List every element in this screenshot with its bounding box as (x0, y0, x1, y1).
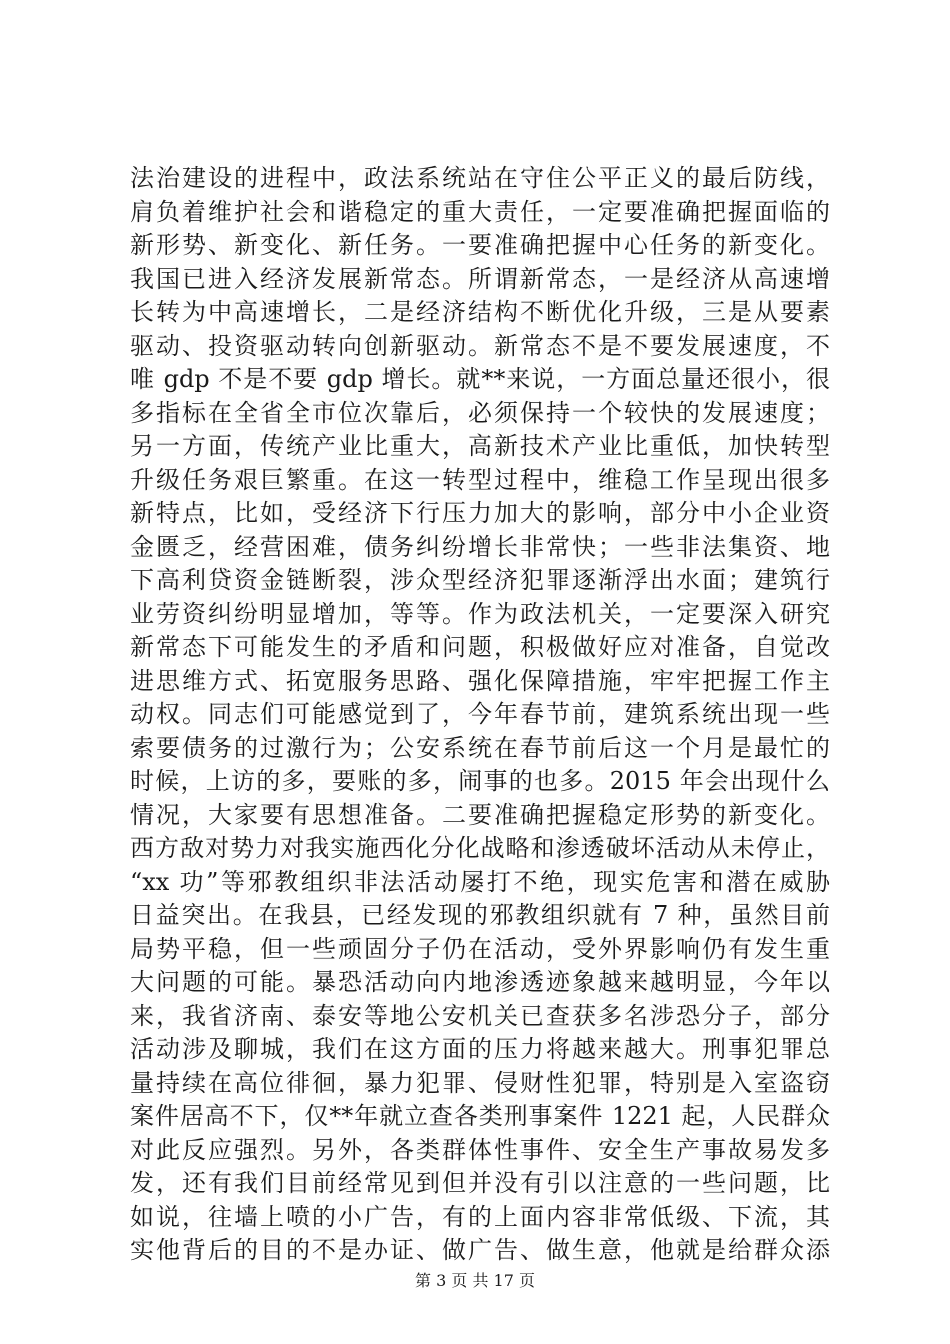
text-line: 驱动、投资驱动转向创新驱动。新常态不是不要发展速度，不 (130, 331, 830, 360)
text-line: 西方敌对势力对我实施西化分化战略和渗透破坏活动从未停止， (130, 834, 830, 862)
text-line: 多指标在全省全市位次靠后，必须保持一个较快的发展速度； (130, 398, 830, 427)
text-line: 长转为中高速增长，二是经济结构不断优化升级，三是从要素 (130, 298, 830, 326)
text-line: 另一方面，传统产业比重大，高新技术产业比重低，加快转型 (130, 432, 830, 460)
text-line: 如说，往墙上喷的小广告，有的上面内容非常低级、下流，其 (130, 1202, 830, 1231)
text-line: 肩负着维护社会和谐稳定的重大责任，一定要准确把握面临的 (130, 197, 830, 226)
text-line: 活动涉及聊城，我们在这方面的压力将越来越大。刑事犯罪总 (130, 1035, 830, 1063)
text-line: 对此反应强烈。另外，各类群体性事件、安全生产事故易发多 (130, 1135, 830, 1164)
body-paragraph (130, 162, 830, 1268)
text-line: 来，我省济南、泰安等地公安机关已查获多名涉恐分子，部分 (130, 1001, 830, 1030)
text-line: 发，还有我们目前经常见到但并没有引以注意的一些问题，比 (130, 1169, 830, 1197)
text-line: 新常态下可能发生的矛盾和问题，积极做好应对准备，自觉改 (130, 633, 830, 661)
text-line: 法治建设的进程中，政法系统站在守住公平正义的最后防线， (130, 164, 830, 192)
text-line: 量持续在高位徘徊，暴力犯罪、侵财性犯罪，特别是入室盗窃 (130, 1068, 830, 1097)
text-line: 索要债务的过激行为；公安系统在春节前后这一个月是最忙的 (130, 733, 830, 762)
text-line: 局势平稳，但一些顽固分子仍在活动，受外界影响仍有发生重 (130, 934, 830, 963)
text-line: 金匮乏，经营困难，债务纠纷增长非常快；一些非法集资、地 (130, 532, 830, 561)
text-line: 新特点，比如，受经济下行压力加大的影响，部分中小企业资 (130, 499, 830, 527)
text-line: 大问题的可能。暴恐活动向内地渗透迹象越来越明显，今年以 (130, 968, 830, 996)
text-line: 情况，大家要有思想准备。二要准确把握稳定形势的新变化。 (130, 800, 830, 829)
text-line: 业劳资纠纷明显增加，等等。作为政法机关，一定要深入研究 (130, 599, 830, 628)
page-footer: 第 3 页 共 17 页 (415, 1271, 535, 1290)
text-line: 实他背后的目的不是办证、做广告、做生意，他就是给群众添 (130, 1236, 830, 1264)
text-line: “xx 功”等邪教组织非法活动屡打不绝，现实危害和潜在威胁 (130, 867, 830, 896)
text-line: 下高利贷资金链断裂，涉众型经济犯罪逐渐浮出水面；建筑行 (130, 566, 830, 594)
text-line: 案件居高不下，仅**年就立查各类刑事案件 1221 起，人民群众 (130, 1102, 830, 1130)
text-line: 新形势、新变化、新任务。一要准确把握中心任务的新变化。 (130, 231, 830, 259)
text-line: 唯 gdp 不是不要 gdp 增长。就**来说，一方面总量还很小，很 (130, 365, 830, 393)
text-line: 升级任务艰巨繁重。在这一转型过程中，维稳工作呈现出很多 (130, 465, 830, 494)
text-line: 日益突出。在我县，已经发现的邪教组织就有 7 种，虽然目前 (130, 901, 830, 929)
text-line: 我国已进入经济发展新常态。所谓新常态，一是经济从高速增 (130, 264, 830, 293)
text-line: 动权。同志们可能感觉到了，今年春节前，建筑系统出现一些 (130, 700, 830, 728)
text-line: 进思维方式、拓宽服务思路、强化保障措施，牢牢把握工作主 (130, 666, 830, 695)
text-line: 时候，上访的多，要账的多，闹事的也多。2015 年会出现什么 (130, 767, 830, 795)
